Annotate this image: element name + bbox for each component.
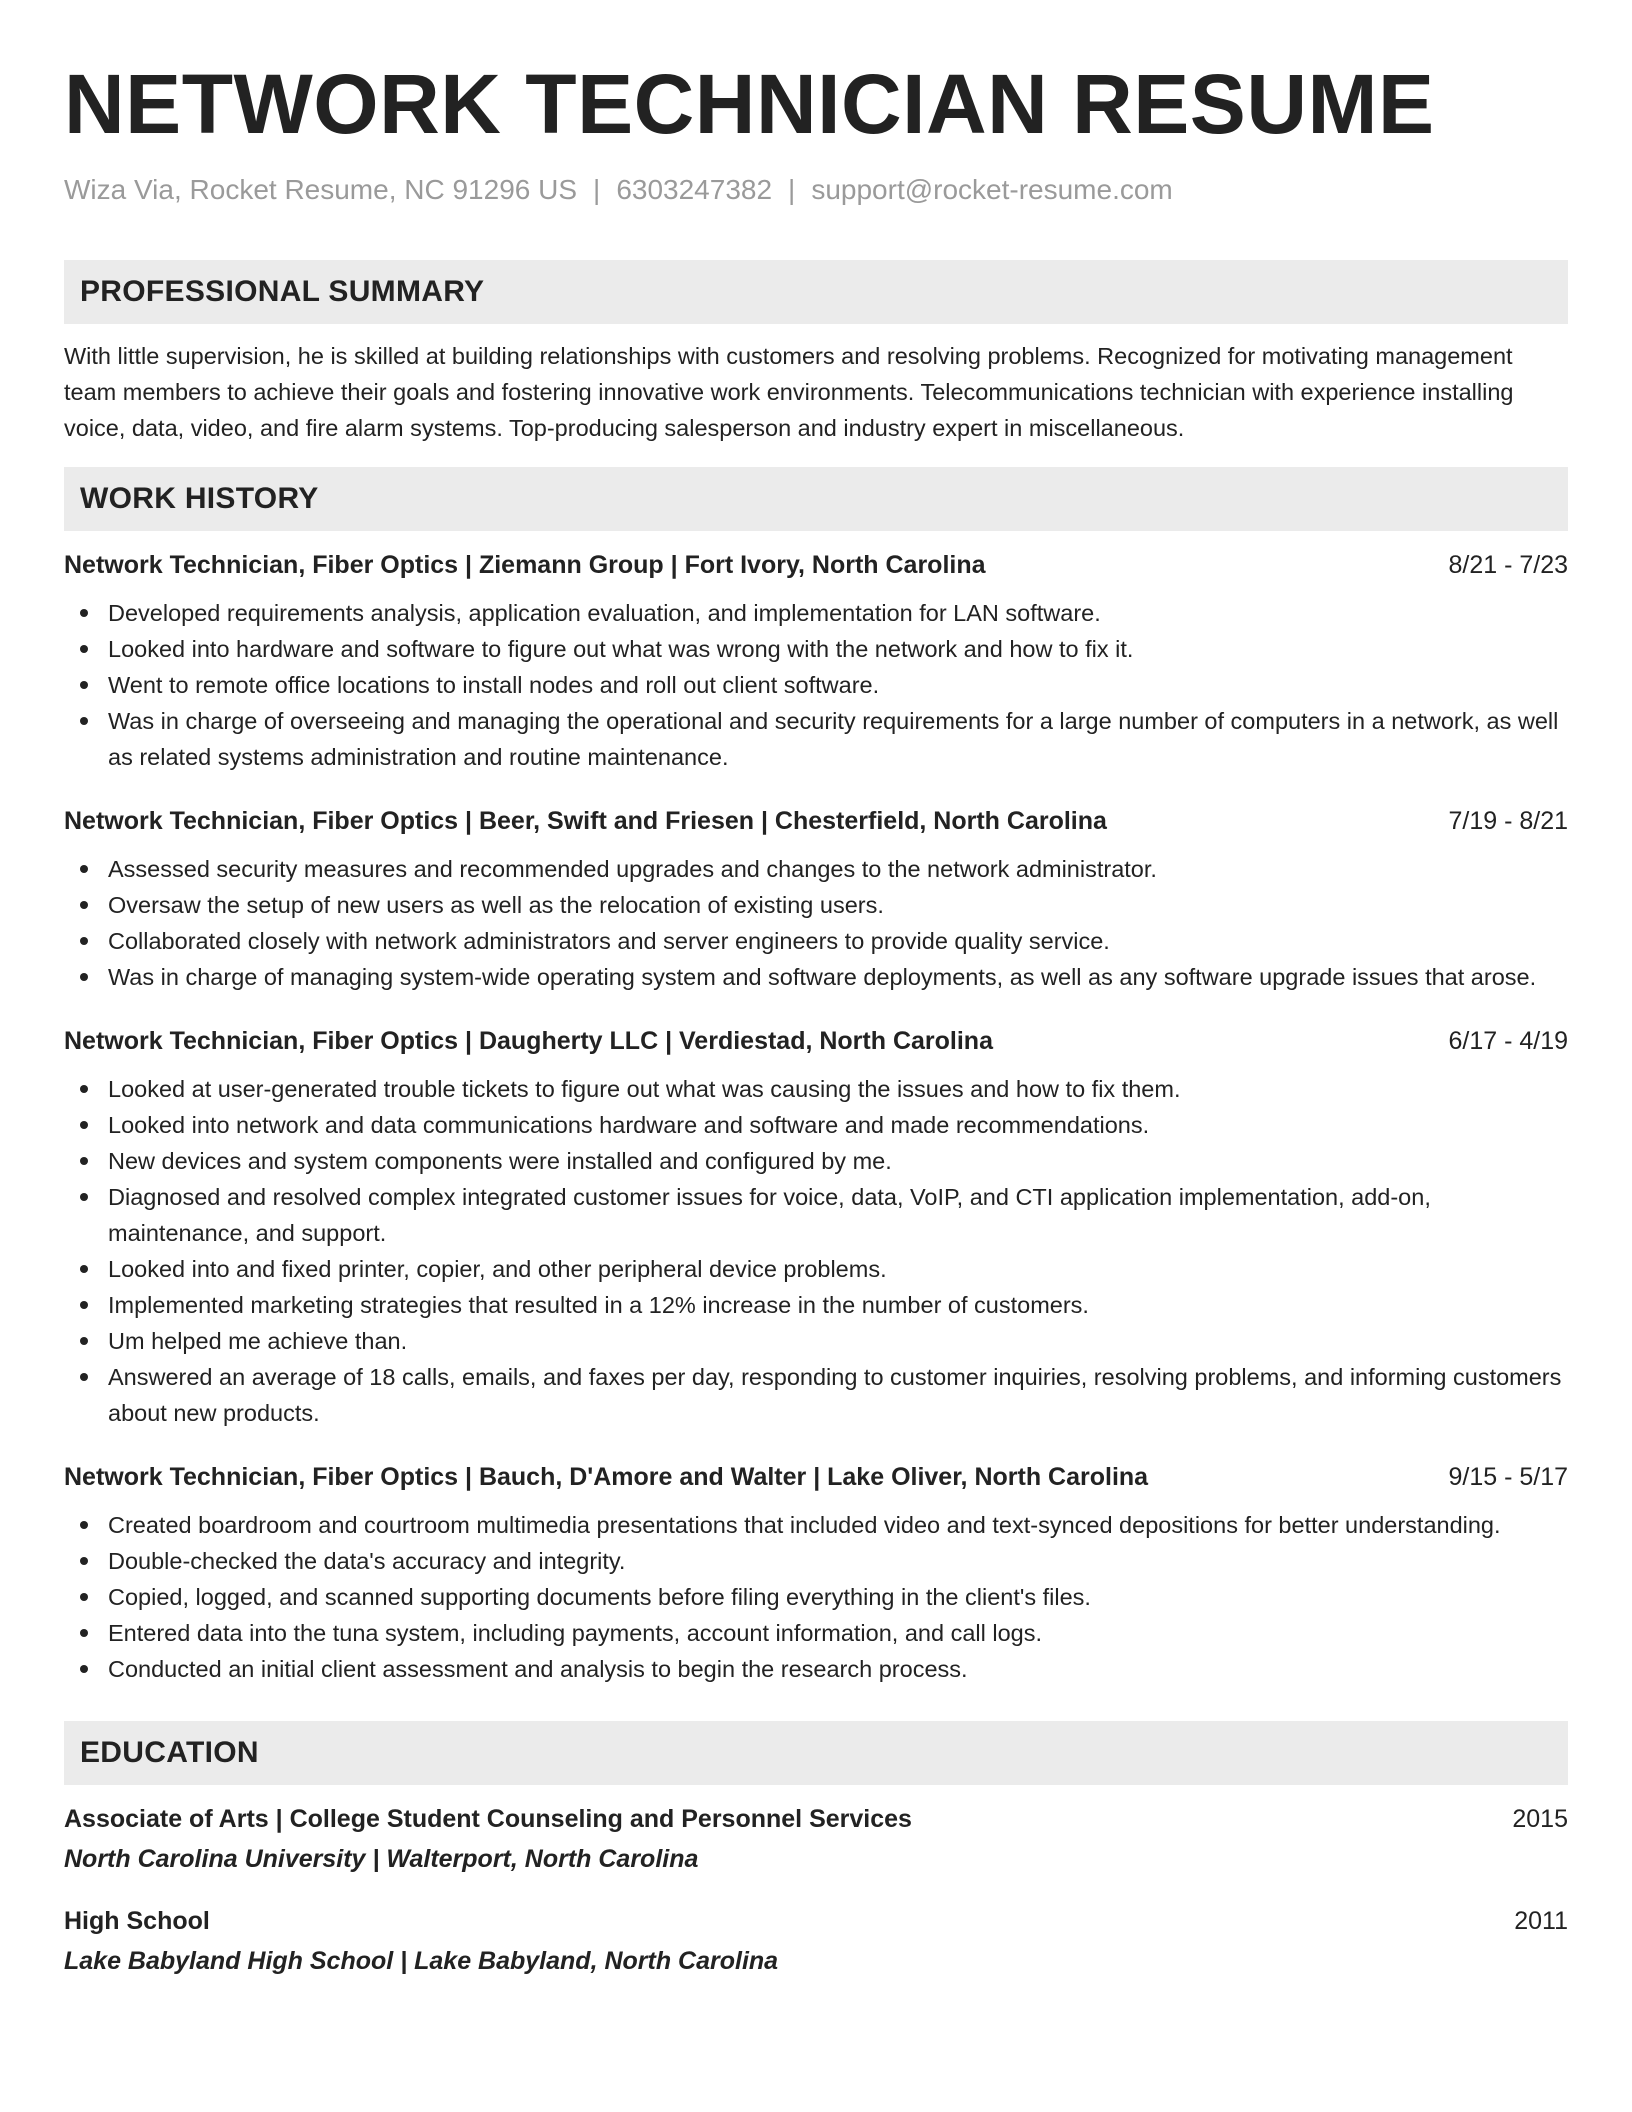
job-bullet: Created boardroom and courtroom multimedia presentations that included video and text-synced depositions for better understanding. [108, 1507, 1568, 1543]
job-bullet: Entered data into the tuna system, including payments, account information, and call logs. [108, 1615, 1568, 1651]
job-bullets [64, 1071, 1568, 1431]
job-bullet: Double-checked the data's accuracy and integrity. [108, 1543, 1568, 1579]
job-bullet: Assessed security measures and recommended upgrades and changes to the network administrator. [108, 851, 1568, 887]
contact-separator: | [593, 174, 601, 205]
job-dates: 9/15 - 5/17 [1448, 1463, 1568, 1491]
job-bullet: Was in charge of managing system-wide operating system and software deployments, as well as any software upgrade issues that arose. [108, 959, 1568, 995]
job-title: Network Technician, Fiber Optics | Daugherty LLC | Verdiestad, North Carolina [64, 1027, 993, 1055]
job-bullet: Um helped me achieve than. [108, 1323, 1568, 1359]
job-title: Network Technician, Fiber Optics | Bauch, D'Amore and Walter | Lake Oliver, North Carolina [64, 1463, 1149, 1491]
job-entry [64, 1021, 1568, 1431]
education-header [64, 1901, 1568, 1941]
summary-paragraph: With little supervision, he is skilled at building relationships with customers and resolving problems. Recognized for motivating management team members to achieve their goals and fostering innovative work environments. Telecommunications technician with experience installing voice, data, video, and fire alarm systems. Top-producing salesperson and industry expert in miscellaneous. [64, 343, 1514, 441]
education-degree: High School [64, 1907, 210, 1935]
education-header [64, 1799, 1568, 1839]
section-title: EDUCATION [80, 1736, 259, 1769]
job-bullet: Looked into and fixed printer, copier, and other peripheral device problems. [108, 1251, 1568, 1287]
job-bullet: Conducted an initial client assessment and analysis to begin the research process. [108, 1651, 1568, 1687]
section-title: WORK HISTORY [80, 482, 319, 515]
education-entry [64, 1901, 1568, 1981]
job-bullet: Oversaw the setup of new users as well as the relocation of existing users. [108, 887, 1568, 923]
job-header [64, 545, 1568, 585]
resume-title: NETWORK TECHNICIAN RESUME [64, 57, 1435, 151]
job-bullet: Diagnosed and resolved complex integrated customer issues for voice, data, VoIP, and CTI application implementation, add-on, maintenance, and support. [108, 1179, 1568, 1251]
education-degree: Associate of Arts | College Student Counseling and Personnel Services [64, 1805, 912, 1833]
section-header-education [64, 1721, 1568, 1785]
job-header [64, 801, 1568, 841]
job-bullets [64, 851, 1568, 995]
job-bullets [64, 595, 1568, 775]
contact-phone: 6303247382 [616, 174, 773, 205]
job-bullet: Developed requirements analysis, application evaluation, and implementation for LAN software. [108, 595, 1568, 631]
job-dates: 6/17 - 4/19 [1448, 1027, 1568, 1055]
education-year: 2011 [1514, 1907, 1568, 1935]
education-entry [64, 1799, 1568, 1879]
job-bullet: Went to remote office locations to install nodes and roll out client software. [108, 667, 1568, 703]
job-dates: 7/19 - 8/21 [1448, 807, 1568, 835]
job-entry [64, 545, 1568, 775]
section-title: PROFESSIONAL SUMMARY [80, 275, 485, 308]
job-bullet: Answered an average of 18 calls, emails, and faxes per day, responding to customer inquiries, resolving problems, and informing customers about new products. [108, 1359, 1568, 1431]
job-bullets [64, 1507, 1568, 1687]
job-bullet: Was in charge of overseeing and managing the operational and security requirements for a large number of computers in a network, as well as related systems administration and routine maintenance. [108, 703, 1568, 775]
job-bullet: Looked at user-generated trouble tickets to figure out what was causing the issues and how to fix them. [108, 1071, 1568, 1107]
job-entry [64, 1457, 1568, 1687]
education-school: Lake Babyland High School | Lake Babyland, North Carolina [64, 1947, 779, 1975]
job-bullet: Implemented marketing strategies that resulted in a 12% increase in the number of customers. [108, 1287, 1568, 1323]
job-title: Network Technician, Fiber Optics | Beer, Swift and Friesen | Chesterfield, North Carolina [64, 807, 1107, 835]
job-header [64, 1021, 1568, 1061]
section-header-work-history [64, 467, 1568, 531]
job-bullet: New devices and system components were installed and configured by me. [108, 1143, 1568, 1179]
education-year: 2015 [1512, 1805, 1568, 1833]
section-header-summary [64, 260, 1568, 324]
job-bullet: Looked into hardware and software to figure out what was wrong with the network and how to fix it. [108, 631, 1568, 667]
contact-email: support@rocket-resume.com [811, 174, 1173, 205]
job-bullet: Collaborated closely with network administrators and server engineers to provide quality service. [108, 923, 1568, 959]
job-bullet: Looked into network and data communications hardware and software and made recommendations. [108, 1107, 1568, 1143]
education-school: North Carolina University | Walterport, North Carolina [64, 1845, 699, 1873]
job-bullet: Copied, logged, and scanned supporting documents before filing everything in the client's files. [108, 1579, 1568, 1615]
contact-address: Wiza Via, Rocket Resume, NC 91296 US [64, 174, 578, 205]
job-header [64, 1457, 1568, 1497]
contact-line [64, 172, 1568, 208]
job-dates: 8/21 - 7/23 [1448, 551, 1568, 579]
contact-separator: | [788, 174, 796, 205]
job-title: Network Technician, Fiber Optics | Ziemann Group | Fort Ivory, North Carolina [64, 551, 986, 579]
job-entry [64, 801, 1568, 995]
